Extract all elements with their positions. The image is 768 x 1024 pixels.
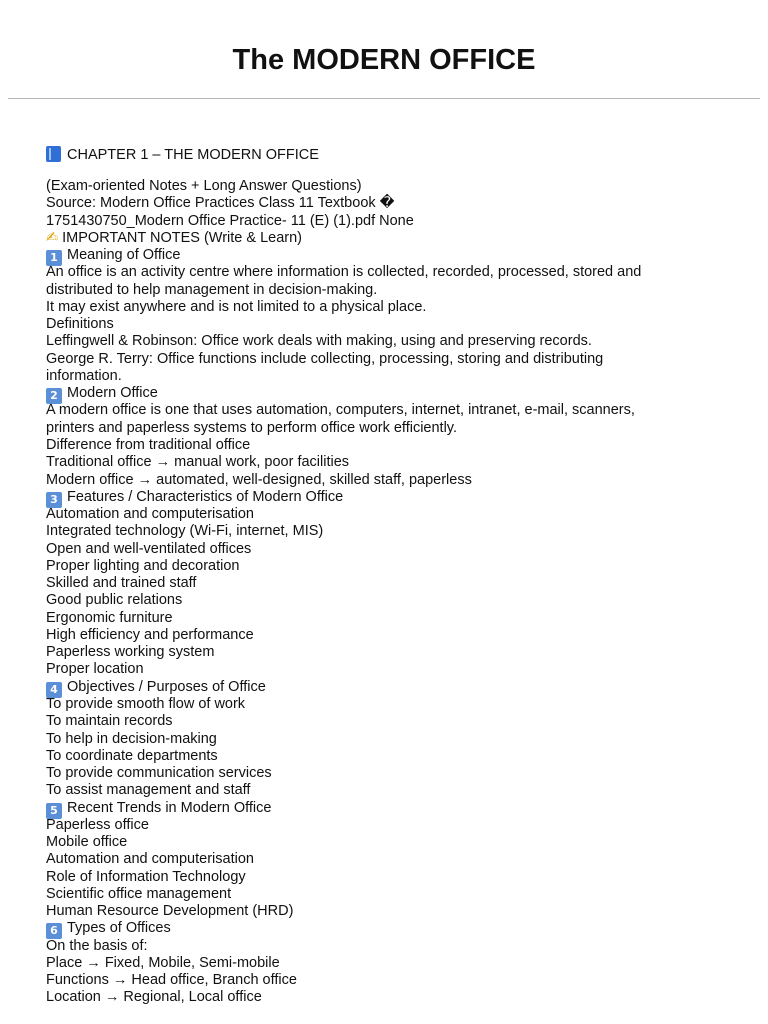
- note-line: [46, 472, 736, 489]
- note-line: [46, 869, 736, 886]
- note-line: [46, 592, 736, 609]
- note-line: [46, 713, 736, 730]
- note-line: [46, 886, 736, 903]
- blue-book-icon: [46, 146, 61, 162]
- line-text: Meaning of Office: [67, 247, 181, 264]
- line-text: Skilled and trained staff: [46, 575, 197, 592]
- line-text: Place → Fixed, Mobile, Semi-mobile: [46, 954, 280, 971]
- chapter-heading: [46, 145, 319, 165]
- note-line: [46, 955, 736, 972]
- section-heading: [46, 920, 736, 937]
- line-text: Types of Offices: [67, 920, 171, 937]
- note-line: [46, 644, 736, 661]
- line-text: Role of Information Technology: [46, 868, 246, 885]
- line-text: Objectives / Purposes of Office: [67, 678, 266, 695]
- line-text: Modern office → automated, well-designed, skilled staff, paperless: [46, 471, 472, 488]
- section-heading: [46, 679, 736, 696]
- note-line: [46, 523, 736, 540]
- line-text: On the basis of:: [46, 937, 148, 954]
- note-line: [46, 851, 736, 868]
- note-line: [46, 282, 736, 299]
- chapter-heading-text: CHAPTER 1 – THE MODERN OFFICE: [67, 147, 319, 163]
- section-heading: [46, 489, 736, 506]
- note-line: [46, 230, 736, 247]
- note-line: [46, 610, 736, 627]
- line-text: IMPORTANT NOTES (Write & Learn): [62, 229, 302, 246]
- line-text: To provide communication services: [46, 765, 272, 782]
- line-text: Modern Office: [67, 385, 158, 402]
- note-line: [46, 661, 736, 678]
- note-line: [46, 437, 736, 454]
- line-text: Human Resource Development (HRD): [46, 903, 294, 920]
- number-5-badge-icon: 5: [46, 803, 62, 819]
- note-line: [46, 213, 736, 230]
- note-line: [46, 541, 736, 558]
- line-text: Leffingwell & Robinson: Office work deals with making, using and preserving records.: [46, 333, 592, 350]
- number-6-badge-icon: 6: [46, 923, 62, 939]
- note-line: [46, 402, 736, 419]
- line-text: It may exist anywhere and is not limited to a physical place.: [46, 298, 427, 315]
- note-line: [46, 454, 736, 471]
- line-text: (Exam-oriented Notes + Long Answer Questions): [46, 178, 362, 194]
- line-text: printers and paperless systems to perform office work efficiently.: [46, 419, 458, 436]
- line-text: Ergonomic furniture: [46, 609, 173, 626]
- line-text: High efficiency and performance: [46, 626, 254, 643]
- section-heading: [46, 247, 736, 264]
- number-1-badge-icon: 1: [46, 250, 62, 266]
- number-3-badge-icon: 3: [46, 492, 62, 508]
- note-line: [46, 903, 736, 920]
- line-text: Automation and computerisation: [46, 506, 254, 523]
- number-4-badge-icon: 4: [46, 682, 62, 698]
- line-text: Difference from traditional office: [46, 436, 251, 453]
- number-2-badge-icon: 2: [46, 388, 62, 404]
- note-line: [46, 817, 736, 834]
- line-text: Source: Modern Office Practices Class 11 Textbook �: [46, 195, 395, 212]
- line-text: Proper location: [46, 661, 144, 678]
- notes-content: [46, 178, 736, 1007]
- line-text: Proper lighting and decoration: [46, 557, 240, 574]
- line-text: To maintain records: [46, 713, 173, 730]
- line-text: Good public relations: [46, 592, 183, 609]
- note-line: [46, 765, 736, 782]
- note-line: [46, 333, 736, 350]
- note-line: [46, 506, 736, 523]
- line-text: Features / Characteristics of Modern Office: [67, 488, 344, 505]
- note-line: [46, 351, 736, 368]
- line-text: Functions → Head office, Branch office: [46, 972, 297, 989]
- note-line: [46, 420, 736, 437]
- note-line: [46, 575, 736, 592]
- note-line: [46, 558, 736, 575]
- line-text: To coordinate departments: [46, 747, 218, 764]
- line-text: Traditional office → manual work, poor facilities: [46, 454, 350, 471]
- line-text: Paperless working system: [46, 644, 215, 661]
- note-line: [46, 299, 736, 316]
- note-line: [46, 627, 736, 644]
- note-line: [46, 178, 736, 195]
- note-line: [46, 782, 736, 799]
- line-text: Location → Regional, Local office: [46, 989, 262, 1006]
- note-line: [46, 316, 736, 333]
- line-text: Paperless office: [46, 816, 149, 833]
- note-line: [46, 264, 736, 281]
- note-line: [46, 368, 736, 385]
- note-line: [46, 748, 736, 765]
- line-text: To help in decision-making: [46, 730, 217, 747]
- line-text: To assist management and staff: [46, 782, 251, 799]
- line-text: Definitions: [46, 316, 114, 333]
- note-line: [46, 834, 736, 851]
- line-text: Automation and computerisation: [46, 851, 254, 868]
- document-title: The MODERN OFFICE: [232, 44, 536, 76]
- line-text: Open and well-ventilated offices: [46, 540, 252, 557]
- section-heading: [46, 385, 736, 402]
- line-text: distributed to help management in decision-making.: [46, 281, 378, 298]
- section-heading: [46, 800, 736, 817]
- note-line: [46, 938, 736, 955]
- line-text: Scientific office management: [46, 885, 232, 902]
- writing-hand-icon: ✍: [46, 229, 59, 246]
- line-text: Mobile office: [46, 834, 128, 851]
- line-text: Recent Trends in Modern Office: [67, 799, 272, 816]
- note-line: [46, 731, 736, 748]
- line-text: George R. Terry: Office functions include collecting, processing, storing and distributing: [46, 350, 604, 367]
- line-text: A modern office is one that uses automation, computers, internet, intranet, e-mail, scanners,: [46, 402, 635, 419]
- title-divider: [8, 98, 760, 99]
- line-text: An office is an activity centre where information is collected, recorded, processed, stored and: [46, 264, 642, 281]
- note-line: [46, 195, 736, 212]
- line-text: Integrated technology (Wi-Fi, internet, MIS): [46, 523, 324, 540]
- note-line: [46, 989, 736, 1006]
- note-line: [46, 696, 736, 713]
- line-text: To provide smooth flow of work: [46, 695, 246, 712]
- note-line: [46, 972, 736, 989]
- line-text: information.: [46, 367, 122, 384]
- line-text: 1751430750_Modern Office Practice- 11 (E) (1).pdf None: [46, 212, 414, 229]
